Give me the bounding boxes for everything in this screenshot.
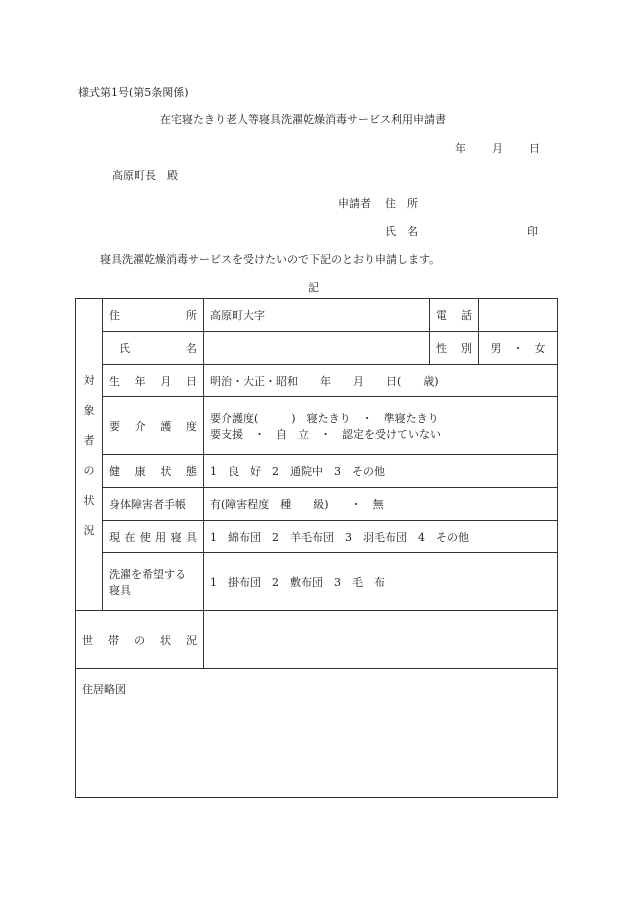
label-char: 介 bbox=[134, 419, 146, 433]
wash-label bbox=[103, 553, 204, 611]
sex-option-female[interactable]: 女 bbox=[534, 342, 546, 355]
label-char: 帯 bbox=[108, 633, 119, 647]
label-char: 康 bbox=[134, 465, 146, 478]
care-label bbox=[103, 397, 204, 455]
birth-field[interactable]: 明治・大正・昭和 年 月 日( 歳) bbox=[204, 365, 558, 397]
label-char: 現 bbox=[109, 530, 120, 544]
household-row bbox=[76, 611, 558, 669]
label-char: 護 bbox=[160, 419, 172, 433]
applicant-address-label: 住 所 bbox=[385, 197, 418, 210]
label-char: 名 bbox=[186, 342, 197, 355]
label-char: 具 bbox=[185, 530, 197, 544]
disability-row bbox=[76, 488, 558, 521]
map-label: 住居略図 bbox=[82, 683, 126, 696]
care-line-1: 要介護度( ) 寝たきり ・ 準寝たきり bbox=[210, 411, 439, 425]
care-field[interactable] bbox=[204, 397, 558, 455]
label-char: 所 bbox=[186, 309, 197, 322]
label-char: 生 bbox=[109, 374, 120, 388]
label-char: 態 bbox=[185, 465, 197, 478]
seal-mark: 印 bbox=[527, 225, 538, 238]
sex-label bbox=[430, 332, 479, 365]
address-row bbox=[76, 299, 558, 332]
label-char: 月 bbox=[160, 374, 172, 388]
label-char: 状 bbox=[160, 633, 171, 647]
health-label bbox=[103, 455, 204, 488]
phone-label bbox=[430, 299, 479, 332]
birth-row bbox=[76, 365, 558, 397]
subject-section-label bbox=[76, 299, 103, 611]
label-char: 日 bbox=[185, 374, 197, 388]
label-char: 要 bbox=[109, 419, 120, 433]
label-char: 状 bbox=[160, 465, 172, 478]
label-char: 度 bbox=[185, 419, 197, 433]
form-number: 様式第1号(第5条関係) bbox=[78, 86, 189, 99]
address-label bbox=[103, 299, 204, 332]
label-char: 性 bbox=[436, 342, 447, 355]
label-char: 氏 bbox=[119, 342, 130, 355]
section-char: 状 bbox=[83, 493, 95, 507]
label-char: 寝 bbox=[170, 530, 182, 544]
label-char: の bbox=[134, 633, 145, 647]
wash-label-line-1: 洗濯を希望する bbox=[109, 567, 186, 581]
bedding-row bbox=[76, 521, 558, 553]
separator: ・ bbox=[512, 342, 524, 355]
household-label bbox=[76, 611, 204, 669]
health-row bbox=[76, 455, 558, 488]
label-char: 使 bbox=[139, 530, 151, 544]
care-line-2: 要支援 ・ 自 立 ・ 認定を受けていない bbox=[210, 427, 441, 441]
section-char: 況 bbox=[83, 523, 95, 537]
care-row bbox=[76, 397, 558, 455]
label-char: 用 bbox=[155, 530, 167, 544]
wash-field[interactable]: 1 掛布団 2 敷布団 3 毛 布 bbox=[204, 553, 558, 611]
ki-heading: 記 bbox=[308, 281, 319, 294]
wash-row bbox=[76, 553, 558, 611]
date-month: 月 bbox=[492, 142, 503, 155]
map-row bbox=[76, 669, 558, 798]
sex-option-male[interactable]: 男 bbox=[490, 342, 502, 355]
date-day: 日 bbox=[529, 142, 540, 155]
section-char: 対 bbox=[83, 373, 95, 387]
label-char: 健 bbox=[109, 465, 120, 478]
section-char: 象 bbox=[83, 403, 95, 417]
name-field[interactable] bbox=[204, 332, 430, 365]
label-char: 世 bbox=[82, 633, 93, 647]
name-label bbox=[103, 332, 204, 365]
disability-label: 身体障害者手帳 bbox=[103, 488, 204, 521]
label-char: 別 bbox=[461, 342, 472, 355]
application-statement: 寝具洗濯乾燥消毒サービスを受けたいので下記のとおり申請します。 bbox=[100, 253, 441, 266]
applicant-label: 申請者 bbox=[338, 197, 371, 210]
applicant-name-label: 氏 名 bbox=[385, 225, 418, 238]
label-char: 況 bbox=[186, 633, 197, 647]
disability-field[interactable]: 有(障害程度 種 級) ・ 無 bbox=[204, 488, 558, 521]
date-year: 年 bbox=[455, 142, 466, 155]
label-char: 年 bbox=[134, 374, 146, 388]
label-char: 電 bbox=[436, 309, 447, 322]
household-field[interactable] bbox=[204, 611, 558, 669]
document-title: 在宅寝たきり老人等寝具洗濯乾燥消毒サービス利用申請書 bbox=[160, 113, 446, 126]
addressee: 高原町長 殿 bbox=[112, 169, 178, 182]
name-row bbox=[76, 332, 558, 365]
phone-field[interactable] bbox=[479, 299, 558, 332]
application-table bbox=[75, 298, 558, 798]
wash-label-line-2: 寝具 bbox=[109, 583, 131, 597]
health-field[interactable]: 1 良 好 2 通院中 3 その他 bbox=[204, 455, 558, 488]
address-field[interactable]: 高原町大字 bbox=[204, 299, 430, 332]
bedding-field[interactable]: 1 綿布団 2 羊毛布団 3 羽毛布団 4 その他 bbox=[204, 521, 558, 553]
section-char: 者 bbox=[83, 433, 95, 447]
sex-options[interactable] bbox=[479, 332, 558, 365]
bedding-label bbox=[103, 521, 204, 553]
map-area[interactable] bbox=[76, 669, 558, 798]
label-char: 話 bbox=[461, 309, 472, 322]
section-char: の bbox=[83, 463, 95, 477]
label-char: 在 bbox=[124, 530, 136, 544]
label-char: 住 bbox=[109, 309, 120, 322]
birth-label bbox=[103, 365, 204, 397]
